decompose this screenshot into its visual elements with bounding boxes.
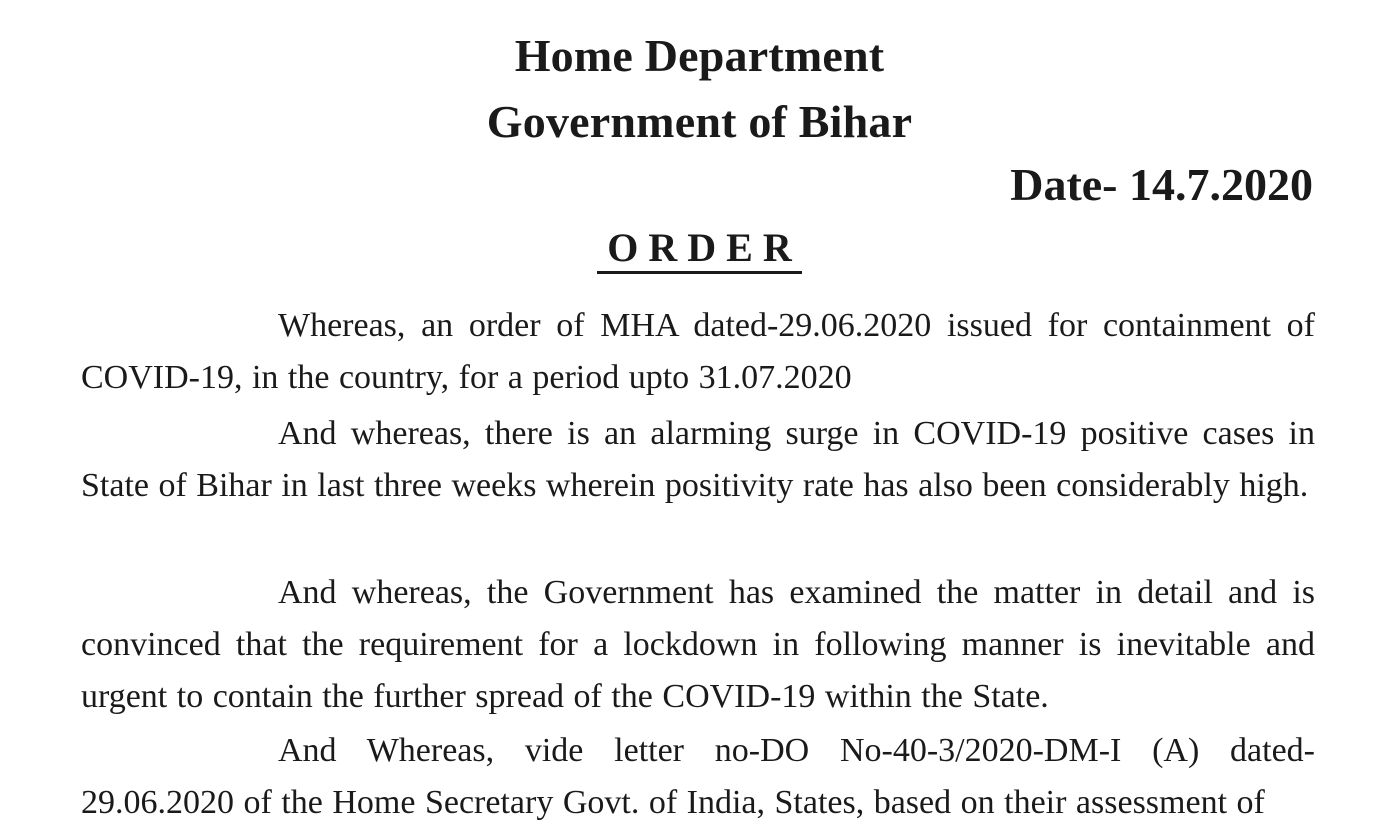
paragraph-container: [81, 300, 1315, 404]
order-title: [0, 225, 1399, 270]
department-heading: Home Department: [514, 30, 885, 81]
paragraph-container: [81, 567, 1315, 723]
paragraph-2: And whereas, there is an alarming surge in COVID-19 positive cases in State of Bihar in last three weeks wherein positivity rate has also been considerably high.: [81, 415, 1315, 504]
paragraph-container: [81, 725, 1315, 829]
order-title-text: ORDER: [597, 225, 801, 274]
paragraph-3: And whereas, the Government has examined the matter in detail and is convinced that the requirement for a lockdown in following manner is inevitable and urgent to contain the further spread of the COVID-19 within the State.: [81, 574, 1315, 715]
government-heading: Government of Bihar: [486, 96, 913, 147]
paragraph-container: [81, 408, 1315, 512]
paragraph-1: Whereas, an order of MHA dated-29.06.2020 issued for containment of COVID-19, in the country, for a period upto 31.07.2020: [81, 307, 1315, 396]
order-date: Date- 14.7.2020: [1010, 159, 1313, 210]
paragraph-4: And Whereas, vide letter no-DO No-40-3/2020-DM-I (A) dated-29.06.2020 of the Home Secretary Govt. of India, States, based on their assessment of: [81, 732, 1315, 821]
